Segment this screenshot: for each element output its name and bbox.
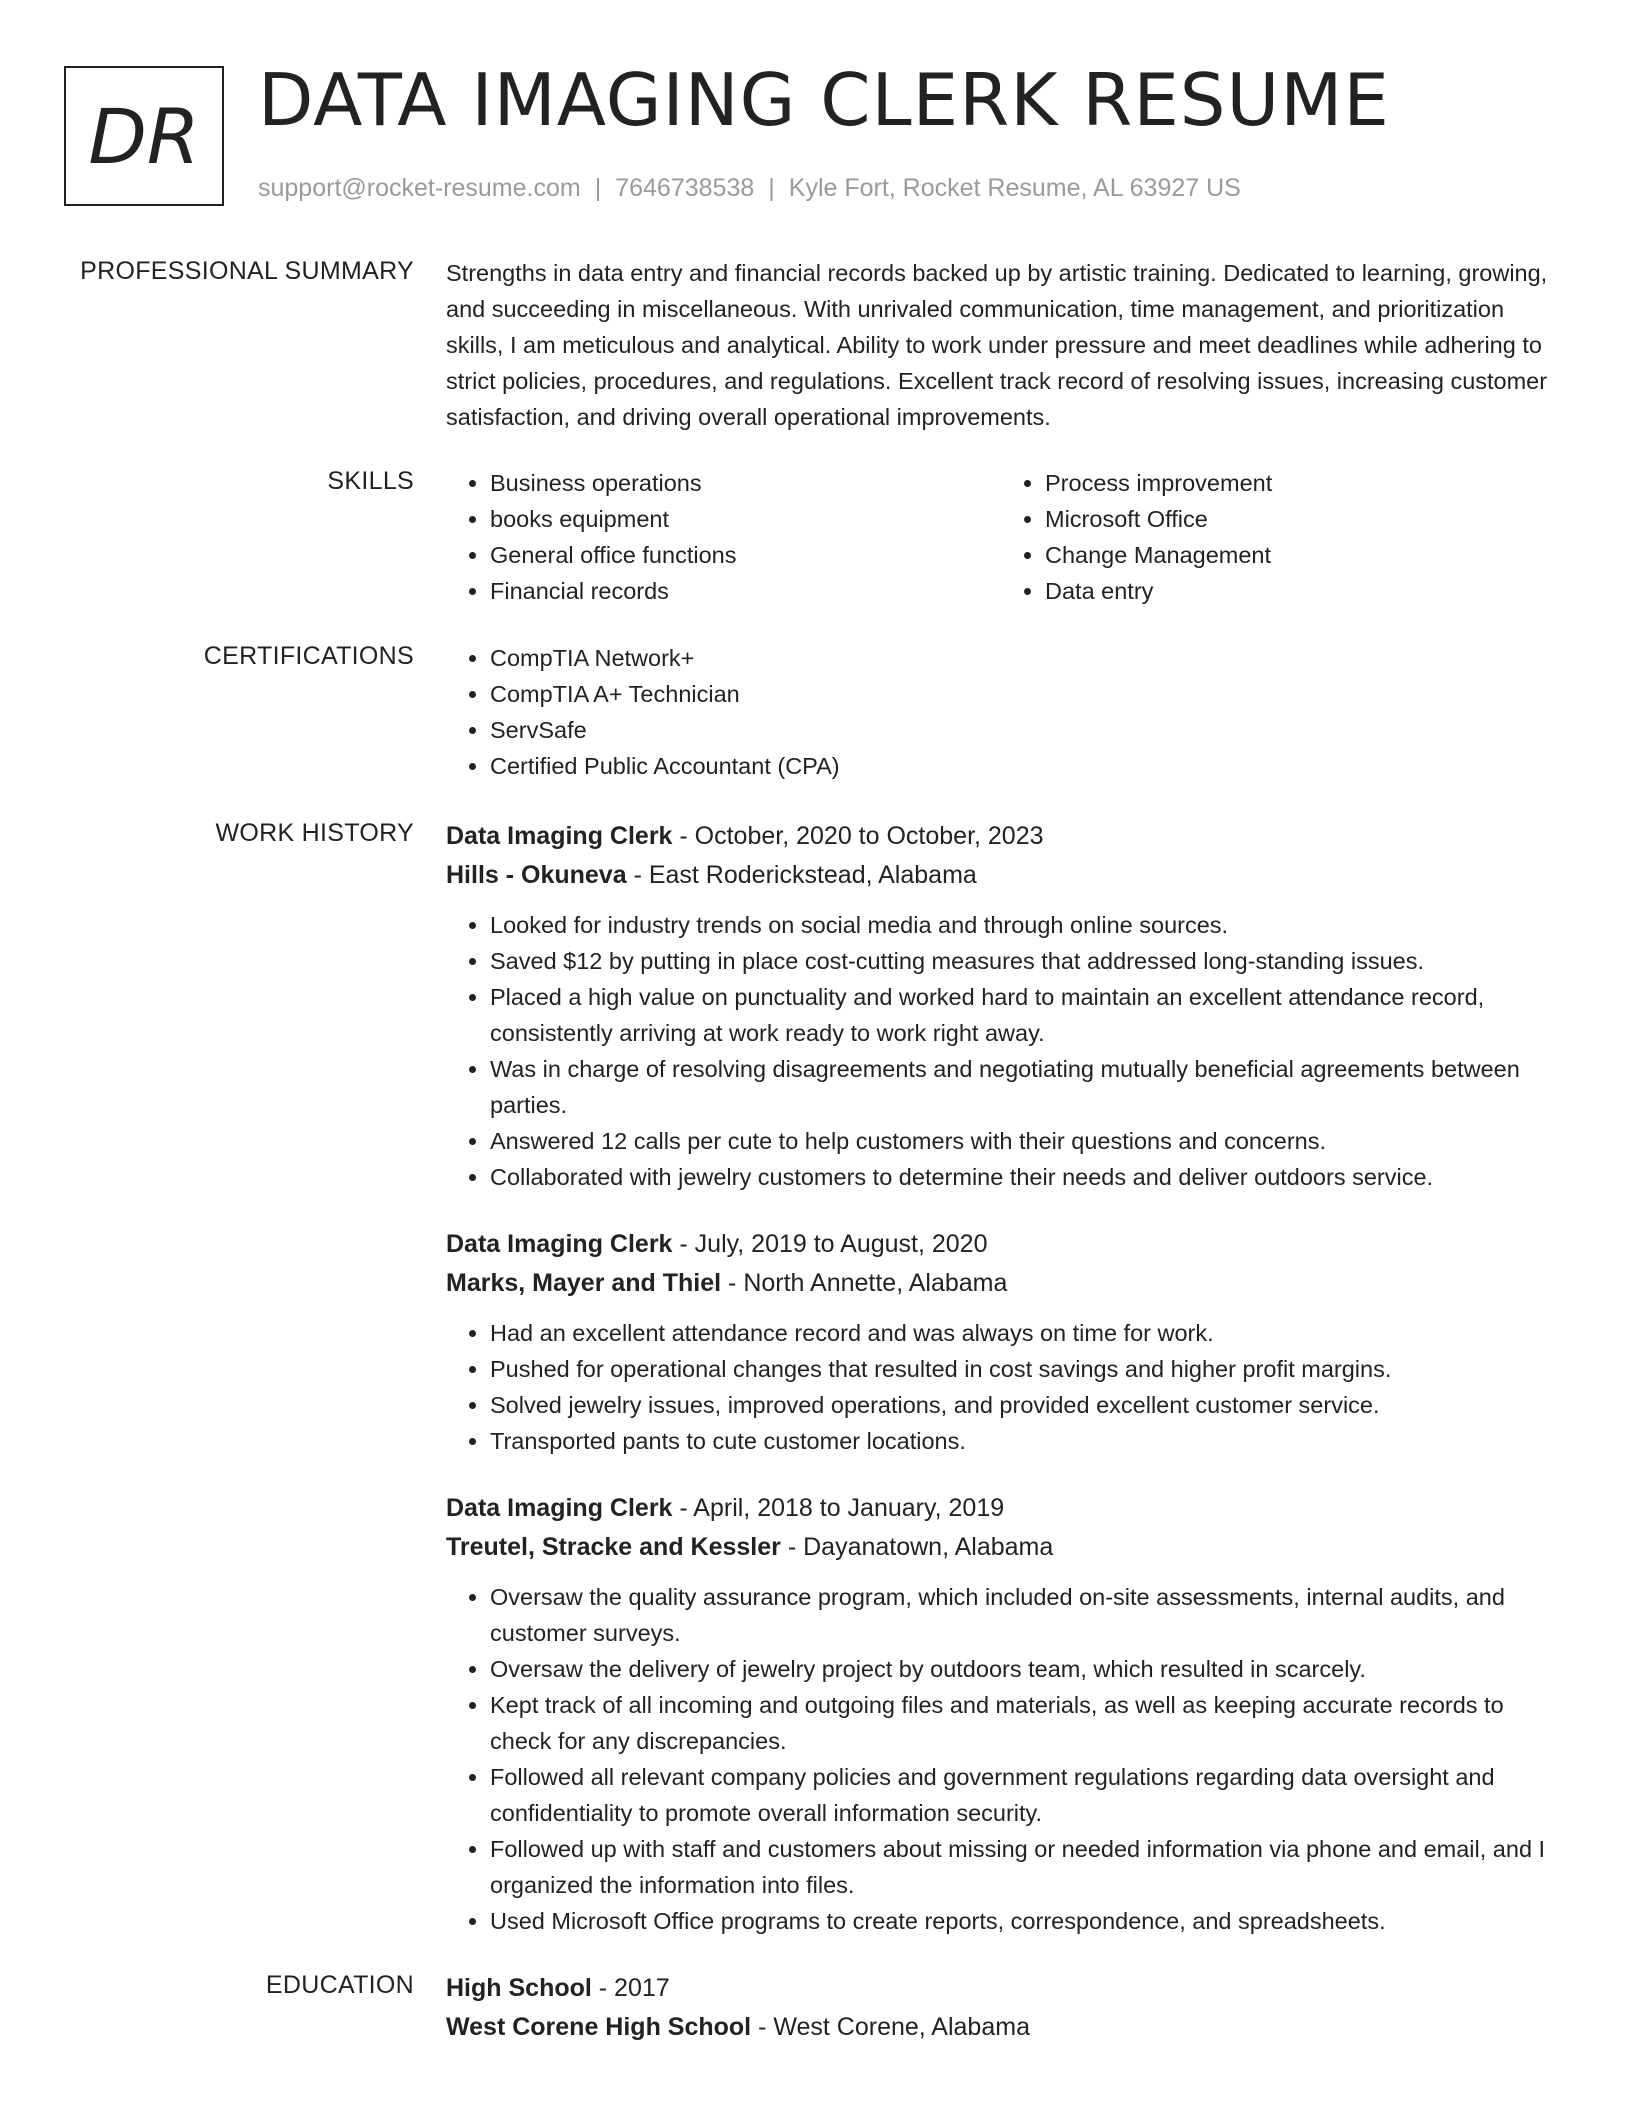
job-bullet: • Transported pants to cute customer locations. (490, 1423, 1556, 1459)
education-label: EDUCATION (265, 1971, 414, 1999)
job-dates: - October, 2020 to October, 2023 (672, 822, 1044, 850)
skills-section (0, 465, 1632, 609)
job-bullets (446, 1579, 1556, 1939)
contact-phone[interactable]: 7646738538 (615, 174, 755, 202)
job-bullet: • Answered 12 calls per cute to help customers with their questions and concerns. (490, 1123, 1556, 1159)
job-bullets (446, 907, 1556, 1195)
resume-title: DATA IMAGING CLERK RESUME (258, 58, 1390, 142)
skill-item: • books equipment (490, 501, 1001, 537)
job-bullet: • Oversaw the quality assurance program, which included on-site assessments, internal audits, and customer surveys. (490, 1579, 1556, 1651)
education-school-line (446, 2008, 1556, 2047)
job-bullet: • Solved jewelry issues, improved operations, and provided excellent customer service. (490, 1387, 1556, 1423)
education-section (0, 1969, 1632, 2047)
job-entry (446, 1489, 1556, 1939)
job-entry (446, 817, 1556, 1195)
resume-content (0, 255, 1632, 2047)
job-dates: - July, 2019 to August, 2020 (672, 1230, 988, 1258)
job-title: Data Imaging Clerk (446, 1494, 673, 1522)
job-company-line (446, 856, 1556, 895)
job-bullets (446, 1315, 1556, 1459)
skill-item: • General office functions (490, 537, 1001, 573)
contact-address: Kyle Fort, Rocket Resume, AL 63927 US (788, 174, 1241, 202)
job-company: Hills - Okuneva (446, 861, 627, 889)
job-bullet: • Was in charge of resolving disagreements and negotiating mutually beneficial agreements between parties. (490, 1051, 1556, 1123)
education-degree: High School (446, 1974, 592, 2002)
job-bullet: • Saved $12 by putting in place cost-cutting measures that addressed long-standing issues. (490, 943, 1556, 979)
job-location: - Dayanatown, Alabama (780, 1533, 1054, 1561)
job-title-line (446, 1225, 1556, 1264)
education-location: - West Corene, Alabama (751, 2013, 1030, 2041)
certification-item: • CompTIA A+ Technician (490, 676, 1556, 712)
job-company: Treutel, Stracke and Kessler (446, 1533, 781, 1561)
job-bullet: • Looked for industry trends on social media and through online sources. (490, 907, 1556, 943)
job-bullet: • Used Microsoft Office programs to create reports, correspondence, and spreadsheets. (490, 1903, 1556, 1939)
monogram-initials: DR (88, 91, 200, 181)
certification-item: • CompTIA Network+ (490, 640, 1556, 676)
job-bullet: • Followed up with staff and customers about missing or needed information via phone and email, and I organized the information into files. (490, 1831, 1556, 1903)
contact-separator: | (768, 174, 775, 202)
job-bullet: • Pushed for operational changes that resulted in cost savings and higher profit margins. (490, 1351, 1556, 1387)
certification-item: • Certified Public Accountant (CPA) (490, 748, 1556, 784)
summary-section (0, 255, 1632, 435)
job-title-line (446, 817, 1556, 856)
contact-line (258, 174, 1241, 203)
skill-item: • Data entry (1045, 573, 1556, 609)
job-location: - North Annette, Alabama (721, 1269, 1008, 1297)
job-bullet: • Followed all relevant company policies and government regulations regarding data oversight and confidentiality to promote overall information security. (490, 1759, 1556, 1831)
work-history-label: WORK HISTORY (215, 819, 414, 847)
certifications-section (0, 640, 1632, 784)
job-company-line (446, 1264, 1556, 1303)
job-company-line (446, 1528, 1556, 1567)
work-history-section (0, 817, 1632, 1939)
job-bullet: • Placed a high value on punctuality and worked hard to maintain an excellent attendance record, consistently arriving at work ready to work right away. (490, 979, 1556, 1051)
job-bullet: • Kept track of all incoming and outgoing files and materials, as well as keeping accurate records to check for any discrepancies. (490, 1687, 1556, 1759)
job-title-line (446, 1489, 1556, 1528)
contact-email[interactable]: support@rocket-resume.com (258, 174, 581, 202)
skills-list-right (1001, 465, 1556, 609)
skill-item: • Change Management (1045, 537, 1556, 573)
job-entry (446, 1225, 1556, 1459)
job-company: Marks, Mayer and Thiel (446, 1269, 722, 1297)
job-title: Data Imaging Clerk (446, 822, 673, 850)
certifications-label: CERTIFICATIONS (203, 642, 414, 670)
education-degree-line (446, 1969, 1556, 2008)
skills-label: SKILLS (327, 467, 414, 495)
skill-item: • Microsoft Office (1045, 501, 1556, 537)
education-year: - 2017 (591, 1974, 670, 2002)
job-bullet: • Had an excellent attendance record and was always on time for work. (490, 1315, 1556, 1351)
job-title: Data Imaging Clerk (446, 1230, 673, 1258)
job-location: - East Roderickstead, Alabama (626, 861, 977, 889)
certifications-list (446, 640, 1556, 784)
certification-item: • ServSafe (490, 712, 1556, 748)
skill-item: • Business operations (490, 465, 1001, 501)
monogram-box (64, 66, 224, 206)
job-dates: - April, 2018 to January, 2019 (672, 1494, 1005, 1522)
summary-label: PROFESSIONAL SUMMARY (80, 257, 414, 285)
skills-list-left (446, 465, 1001, 609)
skill-item: • Financial records (490, 573, 1001, 609)
job-bullet: • Collaborated with jewelry customers to determine their needs and deliver outdoors service. (490, 1159, 1556, 1195)
contact-separator: | (594, 174, 602, 202)
job-bullet: • Oversaw the delivery of jewelry project by outdoors team, which resulted in scarcely. (490, 1651, 1556, 1687)
education-school: West Corene High School (446, 2013, 752, 2041)
summary-text: Strengths in data entry and financial records backed up by artistic training. Dedicated to learning, growing, and succeeding in miscellaneous. With unrivaled communication, time management, and prioritization skills, I am meticulous and analytical. Ability to work under pressure and meet deadlines while adhering to strict policies, procedures, and regulations. Excellent track record of resolving issues, increasing customer satisfaction, and driving overall operational improvements. (446, 260, 1548, 430)
skill-item: • Process improvement (1045, 465, 1556, 501)
